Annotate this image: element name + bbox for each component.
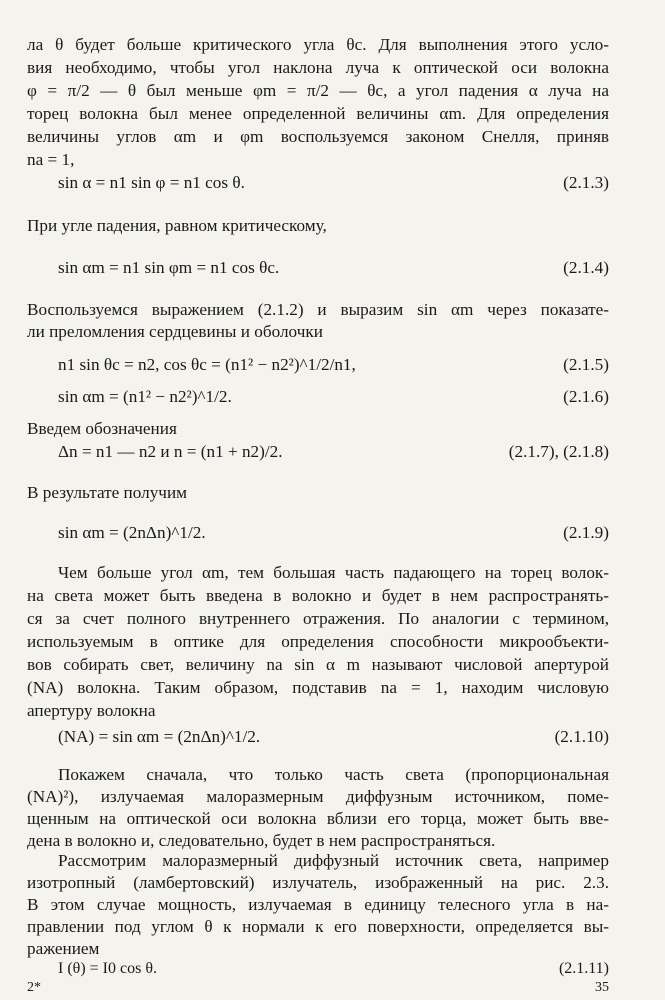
text-line: (NA) волокна. Таким образом, подставив na = 1, находим числовую xyxy=(27,678,609,697)
text-line: na = 1, xyxy=(27,150,75,169)
equation-2-1-9: sin αm = (2nΔn)^1/2. xyxy=(58,523,206,542)
text-line: При угле падения, равном критическому, xyxy=(27,216,327,235)
equation-2-1-11: I (θ) = I0 cos θ. xyxy=(58,960,157,977)
text-line: Введем обозначения xyxy=(27,419,177,438)
equation-number: (2.1.5) xyxy=(563,355,609,374)
text-line: Воспользуемся выражением (2.1.2) и выразим sin αm через показате- xyxy=(27,300,609,319)
equation-number: (2.1.10) xyxy=(554,727,609,746)
text-line: ли преломления сердцевины и оболочки xyxy=(27,322,323,341)
equation-2-1-4: sin αm = n1 sin φm = n1 cos θc. xyxy=(58,258,280,277)
text-line: вия необходимо, чтобы угол наклона луча к оптической оси волокна xyxy=(27,58,609,77)
text-line: вов собирать свет, величину na sin α m называют числовой апертурой xyxy=(27,655,609,674)
text-line: В результате получим xyxy=(27,483,188,502)
text-line: ла θ будет больше критического угла θc. Для выполнения этого усло- xyxy=(27,35,609,54)
text-line: апертуру волокна xyxy=(27,701,156,720)
text-line: ражением xyxy=(27,939,100,958)
equation-2-1-7: Δn = n1 — n2 и n = (n1 + n2)/2. xyxy=(58,442,283,461)
text-line: используемым в оптике для определения способности микрообъекти- xyxy=(27,632,609,651)
equation-number: (2.1.6) xyxy=(563,387,609,406)
text-line: правлении под углом θ к нормали к его поверхности, определяется вы- xyxy=(27,917,609,936)
text-line: изотропный (ламбертовский) излучатель, изображенный на рис. 2.3. xyxy=(27,873,609,892)
equation-number: (2.1.9) xyxy=(563,523,609,542)
text-line: щенным на оптической оси волокна вблизи его торца, может быть вве- xyxy=(27,809,609,828)
page-number: 35 xyxy=(595,980,609,995)
text-line: на света может быть введена в волокно и будет в нем распространять- xyxy=(27,586,609,605)
equation-number: (2.1.3) xyxy=(563,173,609,192)
equation-number: (2.1.4) xyxy=(563,258,609,277)
equation-number: (2.1.7), (2.1.8) xyxy=(508,442,609,461)
text-line: торец волокна был менее определенной величины αm. Для определения xyxy=(27,104,609,123)
equation-number: (2.1.11) xyxy=(558,960,609,977)
text-line: дена в волокно и, следовательно, будет в нем распространяться. xyxy=(27,831,496,850)
equation-2-1-5: n1 sin θc = n2, cos θc = (n1² − n2²)^1/2/n1, xyxy=(58,355,356,374)
equation-2-1-3: sin α = n1 sin φ = n1 cos θ. xyxy=(58,173,245,192)
equation-2-1-10: (NA) = sin αm = (2nΔn)^1/2. xyxy=(58,727,261,746)
text-line: В этом случае мощность, излучаемая в единицу телесного угла в на- xyxy=(27,895,609,914)
text-line: φ = π/2 — θ был меньше φm = π/2 — θc, а угол падения α луча на xyxy=(27,81,609,100)
equation-2-1-6: sin αm = (n1² − n2²)^1/2. xyxy=(58,387,232,406)
text-line: (NA)²), излучаемая малоразмерным диффузным источником, поме- xyxy=(27,787,609,806)
text-line: величины углов αm и φm воспользуемся законом Снелля, приняв xyxy=(27,127,609,146)
text-line: Покажем сначала, что только часть света (пропорциональная xyxy=(58,765,609,784)
text-line: ся за счет полного внутреннего отражения. По аналогии с термином, xyxy=(27,609,609,628)
text-line: Чем больше угол αm, тем большая часть падающего на торец волок- xyxy=(58,563,609,582)
text-line: Рассмотрим малоразмерный диффузный источник света, например xyxy=(58,851,609,870)
footer-signature-mark: 2* xyxy=(27,980,41,995)
